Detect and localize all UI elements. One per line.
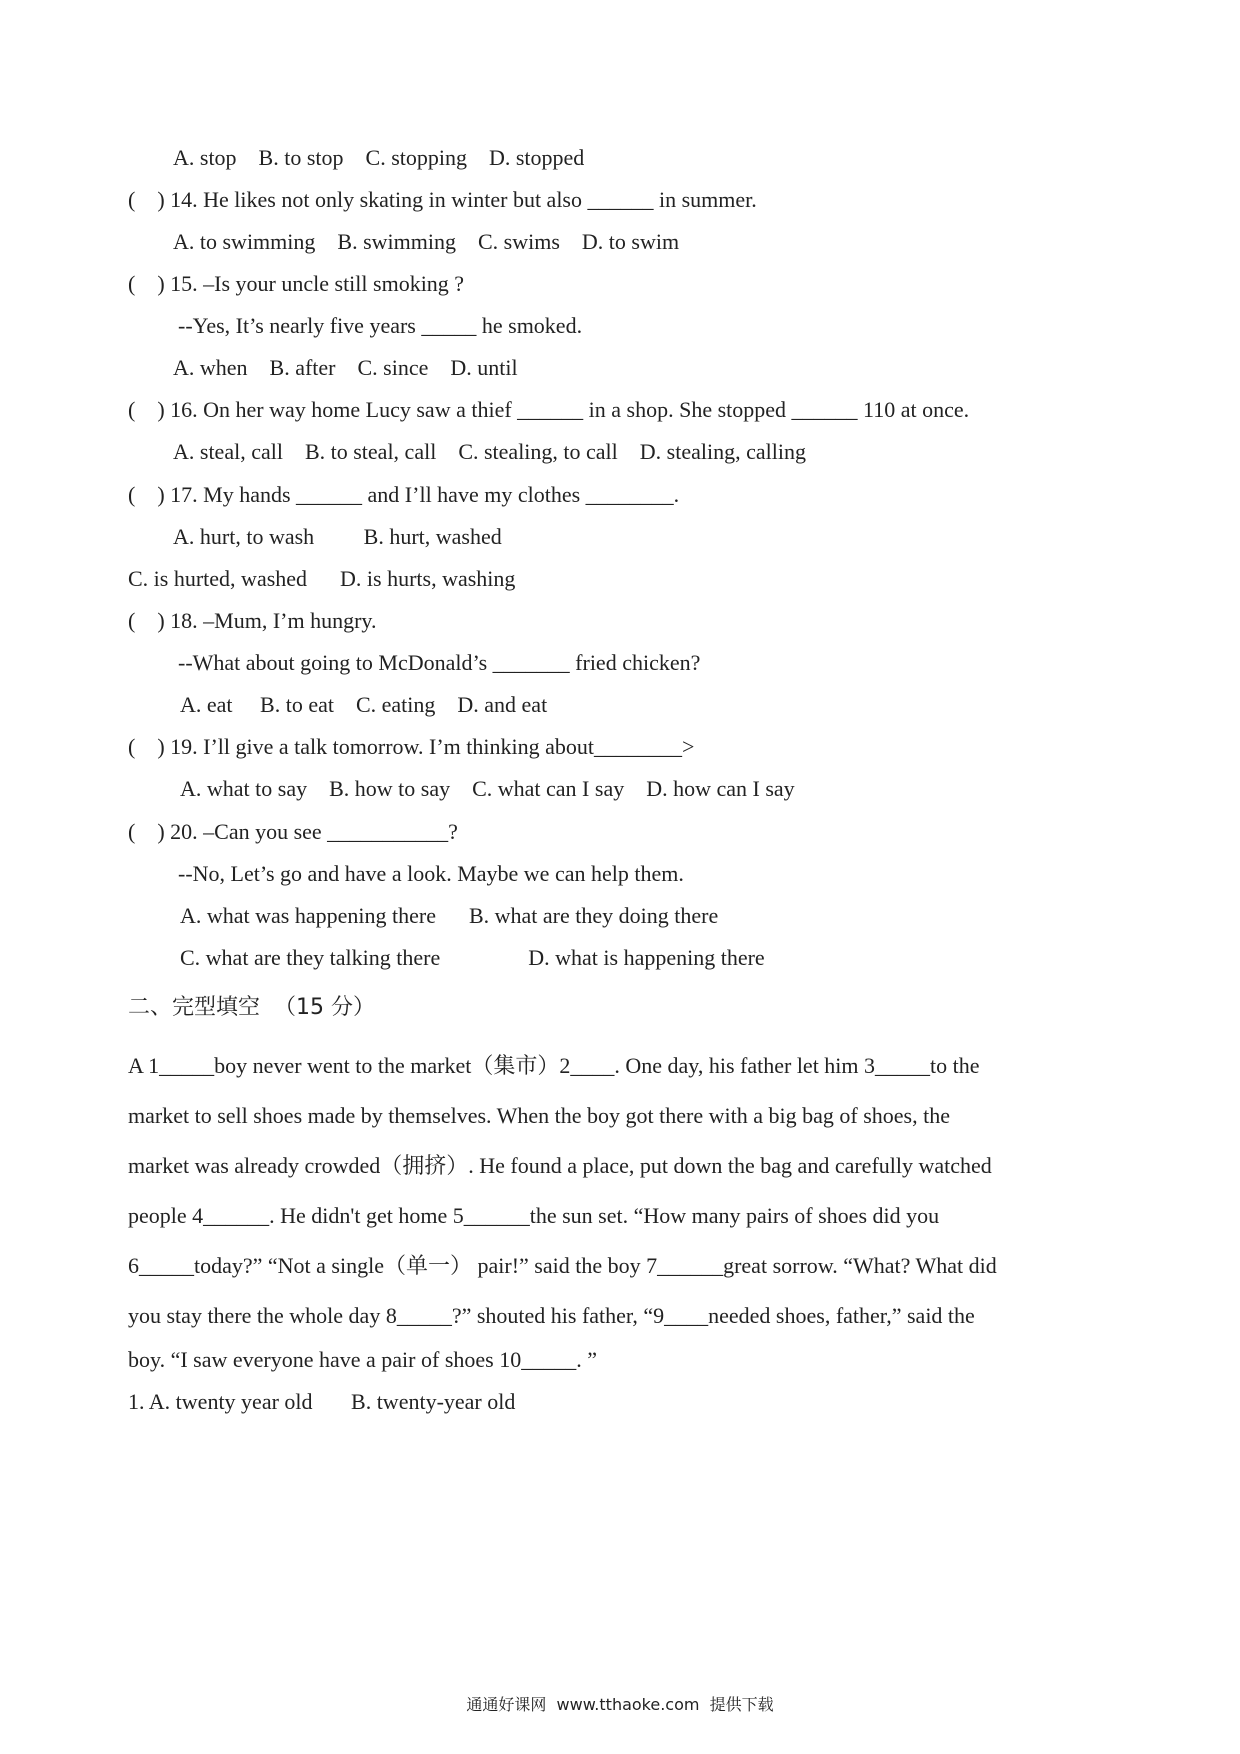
q15-options: A. when B. after C. since D. until: [173, 355, 518, 380]
passage-line-4: people 4______. He didn't get home 5______the sun set. “How many pairs of shoes did you: [128, 1203, 940, 1228]
passage-line-7: boy. “I saw everyone have a pair of shoes 10_____. ”: [128, 1347, 597, 1372]
q19-stem: ( ) 19. I’ll give a talk tomorrow. I’m thinking about________>: [128, 734, 695, 759]
q18-options: A. eat B. to eat C. eating D. and eat: [180, 692, 548, 717]
q17-options-ab: A. hurt, to wash B. hurt, washed: [173, 524, 502, 549]
q20-reply: --No, Let’s go and have a look. Maybe we can help them.: [178, 861, 684, 886]
q14-stem: ( ) 14. He likes not only skating in winter but also ______ in summer.: [128, 187, 757, 212]
q15-reply: --Yes, It’s nearly five years _____ he smoked.: [178, 313, 583, 338]
q14-options: A. to swimming B. swimming C. swims D. to swim: [173, 229, 680, 254]
passage-line-5: 6_____today?” “Not a single（单一） pair!” said the boy 7______great sorrow. “What? What did: [128, 1253, 997, 1278]
passage-line-6: you stay there the whole day 8_____?” shouted his father, “9____needed shoes, father,” said the: [128, 1303, 975, 1328]
passage-line-1: A 1_____boy never went to the market（集市）2____. One day, his father let him 3_____to the: [128, 1053, 980, 1078]
q16-options: A. steal, call B. to steal, call C. stealing, to call D. stealing, calling: [173, 439, 806, 464]
q19-options: A. what to say B. how to say C. what can I say D. how can I say: [180, 776, 795, 801]
page-footer: 通通好课网 www.tthaoke.com 提供下载: [466, 1695, 774, 1714]
q20-options-ab: A. what was happening there B. what are they doing there: [180, 903, 719, 928]
q15-stem: ( ) 15. –Is your uncle still smoking ?: [128, 271, 465, 296]
q17-stem: ( ) 17. My hands ______ and I’ll have my clothes ________.: [128, 482, 680, 507]
q20-stem: ( ) 20. –Can you see ___________?: [128, 819, 458, 844]
cloze-q1-options: 1. A. twenty year old B. twenty-year old: [128, 1389, 516, 1414]
q16-stem: ( ) 16. On her way home Lucy saw a thief ______ in a shop. She stopped ______ 110 at once.: [128, 397, 970, 422]
section-heading: 二、完型填空 （15 分）: [128, 995, 375, 1020]
q20-options-cd: C. what are they talking there D. what is happening there: [180, 945, 765, 970]
q17-options-cd: C. is hurted, washed D. is hurts, washing: [128, 566, 516, 591]
passage-line-2: market to sell shoes made by themselves. When the boy got there with a big bag of shoes, the: [128, 1103, 950, 1128]
q18-stem: ( ) 18. –Mum, I’m hungry.: [128, 608, 377, 633]
passage-line-3: market was already crowded（拥挤）. He found a place, put down the bag and carefully watched: [128, 1153, 992, 1178]
q18-reply: --What about going to McDonald’s _______ fried chicken?: [178, 650, 701, 675]
q13-options: A. stop B. to stop C. stopping D. stopped: [173, 145, 585, 170]
